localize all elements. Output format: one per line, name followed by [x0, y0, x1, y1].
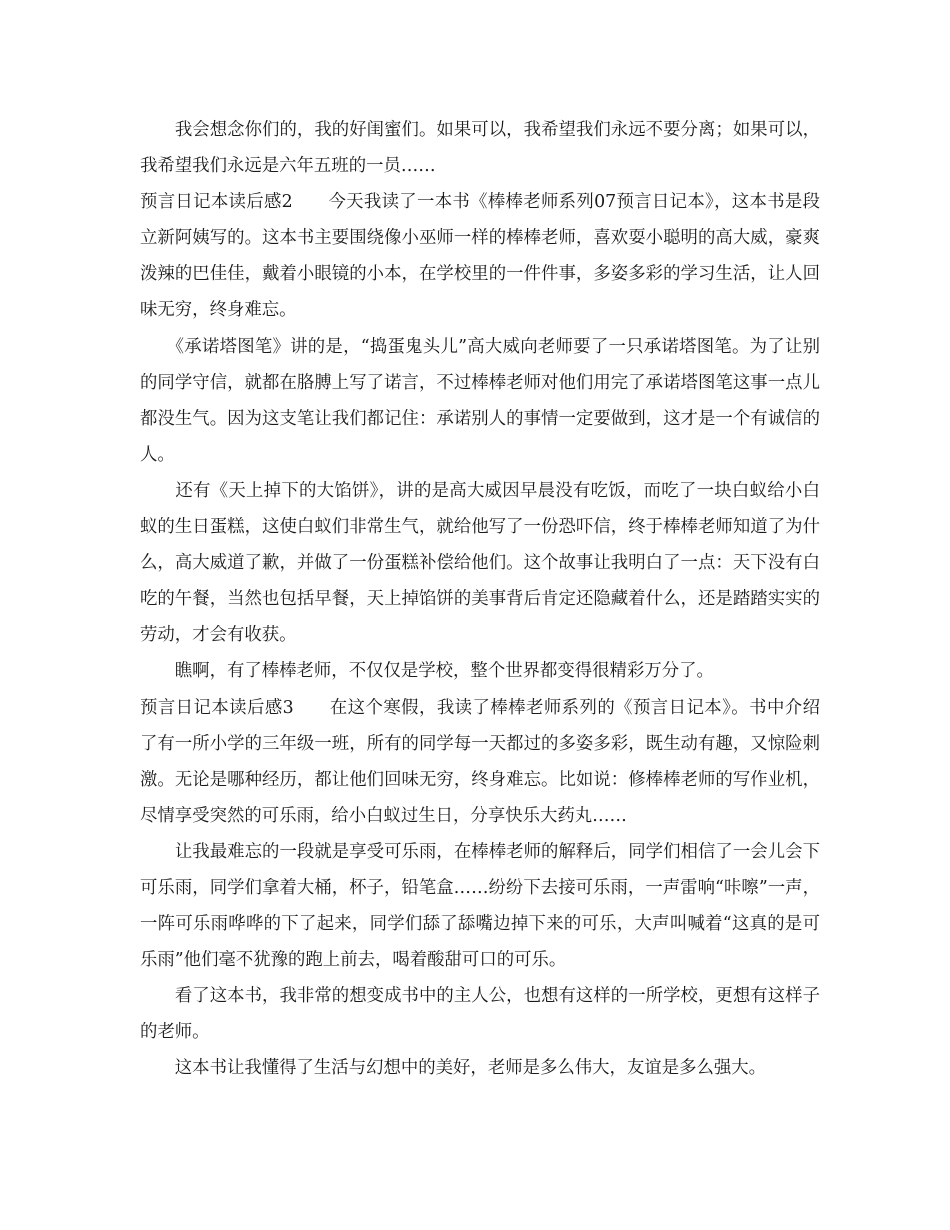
- document-body: [140, 112, 820, 1087]
- paragraph-wish: 看了这本书，我非常的想变成书中的主人公，也想有这样的一所学校，更想有这样子的老师。: [140, 986, 820, 1043]
- paragraph-review-2-intro: 预言日记本读后感2 今天我读了一本书《棒棒老师系列07预言日记本》，这本书是段立新阿姨写的。这本书主要围绕像小巫师一样的棒棒老师，喜欢耍小聪明的高大威，豪爽泼辣的巴佳佳，戴着小眼镜的小本，在学校里的一件件事，多姿多彩的学习生活，让人回味无穷，终身难忘。: [140, 192, 820, 321]
- paragraph-cola-rain: 让我最难忘的一段就是享受可乐雨，在棒棒老师的解释后，同学们相信了一会儿会下可乐雨，同学们拿着大桶，杯子，铅笔盒……纷纷下去接可乐雨，一声雷响“咔嚓”一声，一阵可乐雨哗哗的下了起来，同学们舔了舔嘴边掉下来的可乐，大声叫喊着“这真的是可乐雨”他们毫不犹豫的跑上前去，喝着酸甜可口的可乐。: [140, 841, 820, 971]
- paragraph-review-3-intro: 预言日记本读后感3 在这个寒假，我读了棒棒老师系列的《预言日记本》。书中介绍了有一所小学的三年级一班，所有的同学每一天都过的多姿多彩，既生动有趣，又惊险刺激。无论是哪种经历，都让他们回味无穷，终身难忘。比如说：修棒棒老师的写作业机，尽情享受突然的可乐雨，给小白蚁过生日，分享快乐大药丸……: [140, 697, 820, 826]
- paragraph-conclusion-2: 瞧啊，有了棒棒老师，不仅仅是学校，整个世界都变得很精彩万分了。: [140, 661, 714, 682]
- paragraph-farewell: 我会想念你们的，我的好闺蜜们。如果可以，我希望我们永远不要分离；如果可以，我希望我们永远是六年五班的一员……: [140, 120, 820, 177]
- paragraph-conclusion-3: 这本书让我懂得了生活与幻想中的美好，老师是多么伟大，友谊是多么强大。: [140, 1058, 767, 1079]
- paragraph-promise-pen: 《承诺塔图笔》讲的是，“捣蛋鬼头儿”高大威向老师要了一只承诺塔图笔。为了让别的同学守信，就都在胳膊上写了诺言，不过棒棒老师对他们用完了承诺塔图笔这事一点儿都没生气。因为这支笔让我们都记住：承诺别人的事情一定要做到，这才是一个有诚信的人。: [140, 336, 820, 465]
- paragraph-pie-story: 还有《天上掉下的大馅饼》，讲的是高大威因早晨没有吃饭，而吃了一块白蚁给小白蚁的生日蛋糕，这使白蚁们非常生气，就给他写了一份恐吓信，终于棒棒老师知道了为什么，高大威道了歉，并做了一份蛋糕补偿给他们。这个故事让我明白了一点：天下没有白吃的午餐，当然也包括早餐，天上掉馅饼的美事背后肯定还隐藏着什么，还是踏踏实实的劳动，才会有收获。: [140, 480, 820, 646]
